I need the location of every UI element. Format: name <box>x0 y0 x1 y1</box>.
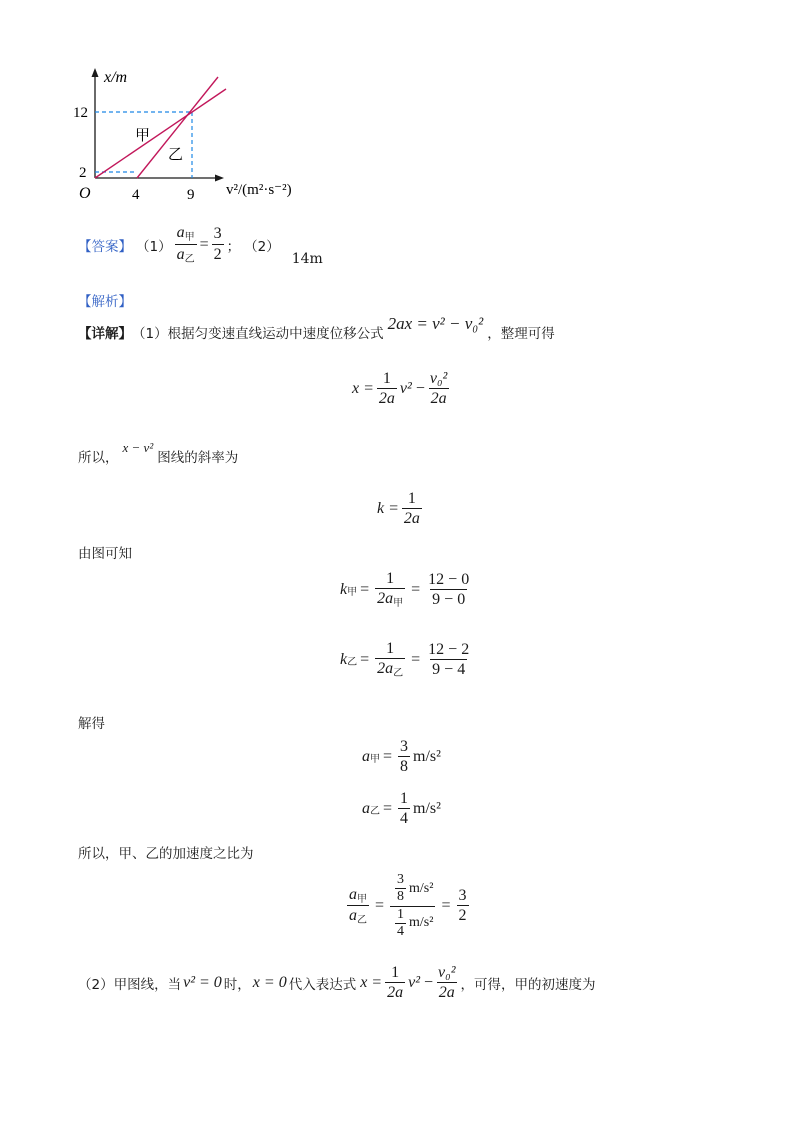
detail-text1: （1）根据匀变速直线运动中速度位移公式 <box>132 326 384 342</box>
analysis-tag: 【解析】 <box>78 294 132 310</box>
answer-part2: （2） <box>244 238 280 255</box>
equation-ratio: $\frac{a_甲}{a_乙}$ = $\frac{3}{8}$ m/s² $\frac{1}{4}$ m/s² = $\frac{3}{2}$ <box>349 872 467 939</box>
part2-cond1: v² = 0 <box>183 974 222 992</box>
x-tick-4: 4 <box>132 187 140 203</box>
slope-text: 所以， x − v² 图线的斜率为 <box>78 440 239 466</box>
equation-a-yi: a 乙 = $\frac{1}{4}$ m/s² <box>362 790 441 828</box>
answer-distance: 14m <box>291 250 323 267</box>
answer-ratio-lhs: $\frac{a_甲}{a_乙}$ <box>176 224 195 265</box>
x-v2-graph <box>60 60 320 210</box>
detail-text2: ，整理可得 <box>487 326 555 342</box>
y-axis-label: x/m <box>104 69 128 86</box>
answer-equals: = <box>199 235 209 253</box>
answer-ratio-rhs: $\frac{3}{2}$ <box>213 225 222 263</box>
line-jia <box>95 89 226 178</box>
equation-a-jia: a 甲 = $\frac{3}{8}$ m/s² <box>362 738 441 776</box>
x-axis-arrow <box>215 175 224 182</box>
y-tick-12: 12 <box>73 105 88 121</box>
slope-expr: x − v² <box>122 440 154 455</box>
answer-line <box>78 224 323 266</box>
part2-line: （2）甲图线，当 v² = 0 时， x = 0 代入表达式 x = $\frac{1}{2a}$ v² − $\frac{\text{v₀²}}{2a}$ ，可得，甲的初速度为 <box>78 964 596 1002</box>
text-solve: 解得 <box>78 716 105 732</box>
detail-formula: 2ax = v² − v₀² <box>387 314 484 333</box>
detail-line <box>78 314 555 342</box>
y-axis-arrow <box>92 68 99 77</box>
origin-label: O <box>79 185 91 202</box>
equation-x: x = $\frac{1}{2a}$ v² − $\frac{\text{v₀²}}{2a}$ <box>352 370 448 408</box>
eq-x-lhs: x = <box>352 380 374 398</box>
answer-tag: 【答案】 <box>78 238 132 255</box>
part2-expression: x = $\frac{1}{2a}$ v² − $\frac{\text{v₀²}}{2a}$ <box>360 964 456 1002</box>
label-yi: 乙 <box>168 145 184 163</box>
answer-sep: ； <box>226 238 241 255</box>
x-tick-9: 9 <box>187 187 195 203</box>
y-tick-2: 2 <box>79 165 87 181</box>
x-axis-label: v²/(m²·s⁻²) <box>226 182 292 198</box>
text-ratio: 所以，甲、乙的加速度之比为 <box>78 846 254 862</box>
part2-cond2: x = 0 <box>252 974 287 992</box>
equation-k-jia: k 甲 = $\frac{1}{2a_甲}$ = $\frac{12 - 0}{9 - 0}$ <box>340 570 470 610</box>
text-from-graph: 由图可知 <box>78 546 132 562</box>
label-jia: 甲 <box>135 126 151 144</box>
equation-k: k = $\frac{1}{2a}$ <box>377 490 420 528</box>
equation-k-yi: k 乙 = $\frac{1}{2a_乙}$ = $\frac{12 - 2}{9 - 4}$ <box>340 640 470 680</box>
detail-tag: 【详解】 <box>78 326 132 342</box>
answer-part1: （1） <box>136 238 172 255</box>
